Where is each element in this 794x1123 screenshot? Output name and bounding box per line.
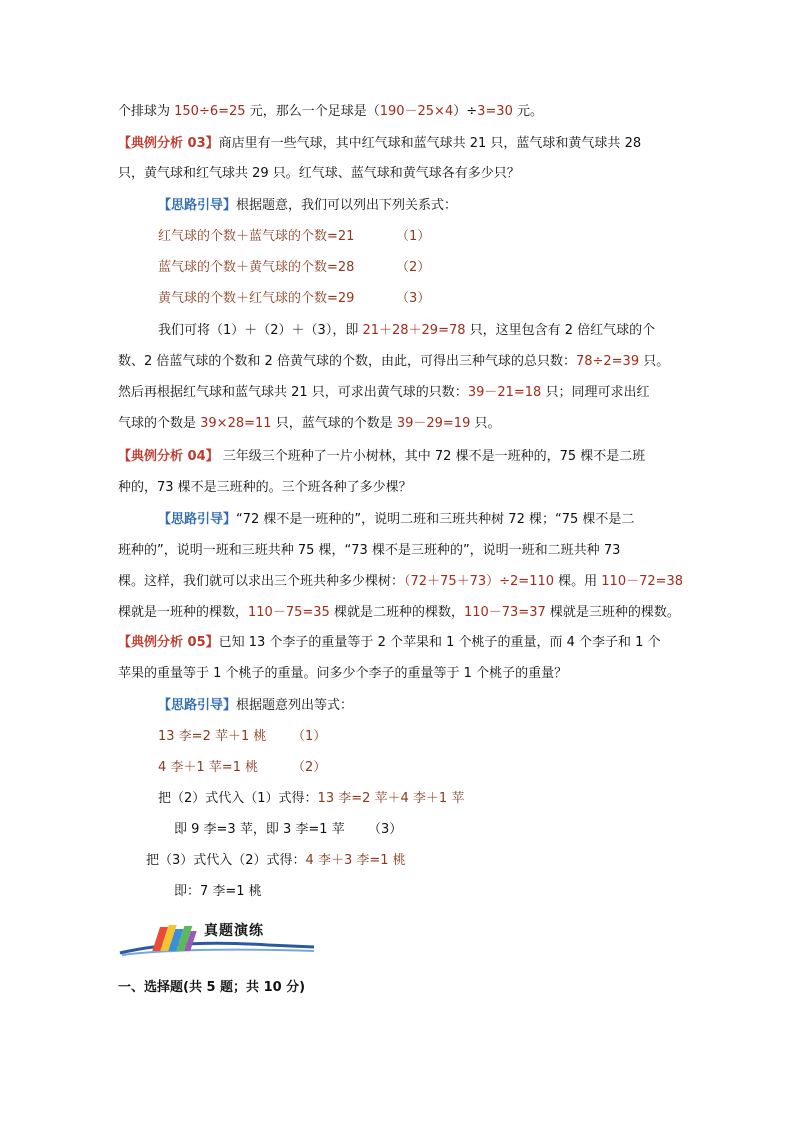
final-answer [174, 883, 262, 901]
text: 棵就是二班种的棵数， [329, 605, 464, 620]
text: 三年级三个班种了一片小树林，其中 72 棵不是一班种的，75 棵不是二班 [218, 449, 646, 464]
text-line [118, 542, 620, 560]
text: 根据题意，我们可以列出下列关系式： [236, 198, 458, 213]
text: 班种的”，说明一班和三班共种 75 棵，“73 棵不是三班种的”，说明一班和二班共种 73 [118, 543, 621, 558]
guide-tag: 【思路引导】 [158, 512, 237, 527]
guide-line [158, 197, 457, 215]
text: 元。 [512, 104, 543, 119]
text: （2） [292, 760, 327, 775]
example-tag: 【典例分析 04】 [118, 449, 219, 464]
text: 只，这里包含有 2 倍红气球的个 [465, 323, 656, 338]
guide-tag: 【思路引导】 [158, 198, 237, 213]
relation-1-number [396, 228, 430, 246]
equation: 110－73=37 [463, 605, 546, 620]
equation: 78÷2=39 [575, 354, 640, 369]
text-line [118, 353, 669, 371]
text: 根据题意列出等式： [236, 698, 354, 713]
text: 只。 [639, 354, 670, 369]
text: 棵。这样，我们就可以求出三个班共种多少棵树： [118, 574, 405, 589]
text: 红气球的个数＋蓝气球的个数=21 [158, 229, 355, 244]
text: 数、2 倍蓝气球的个数和 2 倍黄气球的个数，由此，可得出三种气球的总只数： [118, 354, 576, 369]
text-line [158, 322, 655, 340]
relation-3-number [396, 290, 430, 308]
equation-1 [158, 728, 266, 746]
text: （1） [292, 729, 327, 744]
text: 棵。用 [554, 574, 602, 589]
example-tag: 【典例分析 03】 [118, 136, 219, 151]
text: “72 棵不是一班种的”，说明二班和三班共种树 72 棵；“75 棵不是二 [236, 512, 635, 527]
equation: 21＋28＋29=78 [362, 323, 466, 338]
guide-line [158, 511, 634, 529]
text: 蓝气球的个数＋黄气球的个数=28 [158, 260, 355, 275]
text-line [118, 479, 412, 497]
text: 只，蓝气球的个数是 [271, 416, 397, 431]
text: 4 李＋1 苹=1 桃 [158, 760, 259, 775]
text: 个排球为 [118, 104, 175, 119]
text: （2） [396, 260, 431, 275]
equation: 3=30 [477, 104, 513, 119]
banner-title: 真题演练 [204, 923, 264, 939]
equation-1-number [292, 728, 326, 746]
text: 13 李=2 苹＋1 桃 [158, 729, 267, 744]
text: 即 9 李=3 苹，即 3 李=1 苹 [174, 822, 345, 837]
text: 只；同理可求出红 [541, 385, 650, 400]
equation: 13 李=2 苹＋4 李＋1 苹 [317, 791, 465, 806]
result-line [174, 821, 345, 839]
text: 棵就是三班种的棵数。 [545, 605, 680, 620]
text: 棵就是一班种的棵数， [118, 605, 249, 620]
equation: 110－72=38 [601, 574, 684, 589]
text: 已知 13 个李子的重量等于 2 个苹果和 1 个桃子的重量，而 4 个李子和 1 个 [218, 635, 661, 650]
substitution-line [146, 852, 406, 870]
relation-1 [158, 228, 354, 246]
equation: 39×28=11 [200, 416, 272, 431]
relation-2-number [396, 259, 430, 277]
section-heading: 一、选择题(共 5 题；共 10 分) [118, 980, 306, 995]
result-line-number [368, 821, 402, 839]
example-tag: 【典例分析 05】 [118, 635, 219, 650]
text: 苹果的重量等于 1 个桃子的重量。问多少个李子的重量等于 1 个桃子的重量？ [118, 666, 568, 681]
relation-3 [158, 290, 354, 308]
text: 把（3）式代入（2）式得： [146, 853, 306, 868]
text: （3） [396, 291, 431, 306]
text: 商店里有一些气球，其中红气球和蓝气球共 21 只，蓝气球和黄气球共 28 [218, 136, 642, 151]
relation-2 [158, 259, 354, 277]
equation: 4 李＋3 李=1 桃 [305, 853, 406, 868]
text-line [118, 415, 501, 433]
text: 黄气球的个数＋红气球的个数=29 [158, 291, 355, 306]
text: ）÷ [453, 104, 478, 119]
text-line [118, 384, 649, 402]
text-line [118, 573, 683, 591]
text: 种的，73 棵不是三班种的。三个班各种了多少棵？ [118, 480, 412, 495]
equation: 39－21=18 [467, 385, 542, 400]
text: 只。 [470, 416, 501, 431]
text: （1） [396, 229, 431, 244]
equation-2-number [292, 759, 326, 777]
text-line [118, 665, 567, 683]
equation: 110－75=35 [248, 605, 330, 620]
text: 把（2）式代入（1）式得： [158, 791, 318, 806]
text: 气球的个数是 [118, 416, 201, 431]
text: 只，黄气球和红气球共 29 只。红气球、蓝气球和黄气球各有多少只？ [118, 166, 520, 181]
text-line [118, 165, 520, 183]
text: 我们可将（1）＋（2）＋（3），即 [158, 323, 363, 338]
equation: 39－29=19 [396, 416, 471, 431]
guide-line [158, 697, 353, 715]
text: 元，那么一个足球是（ [245, 104, 380, 119]
example-04-question [118, 448, 645, 466]
equation: 150÷6=25 [174, 104, 246, 119]
equation-2 [158, 759, 258, 777]
guide-tag: 【思路引导】 [158, 698, 237, 713]
example-03-question [118, 135, 641, 153]
text: （3） [368, 822, 403, 837]
example-05-question [118, 634, 661, 652]
equation: （72＋75＋73）÷2=110 [404, 574, 555, 589]
substitution-line [158, 790, 464, 808]
text-line [118, 103, 543, 121]
equation: 190－25×4 [379, 104, 454, 119]
text: 即：7 李=1 桃 [174, 884, 262, 899]
text-line [118, 604, 680, 622]
text: 然后再根据红气球和蓝气球共 21 只，可求出黄气球的只数： [118, 385, 468, 400]
